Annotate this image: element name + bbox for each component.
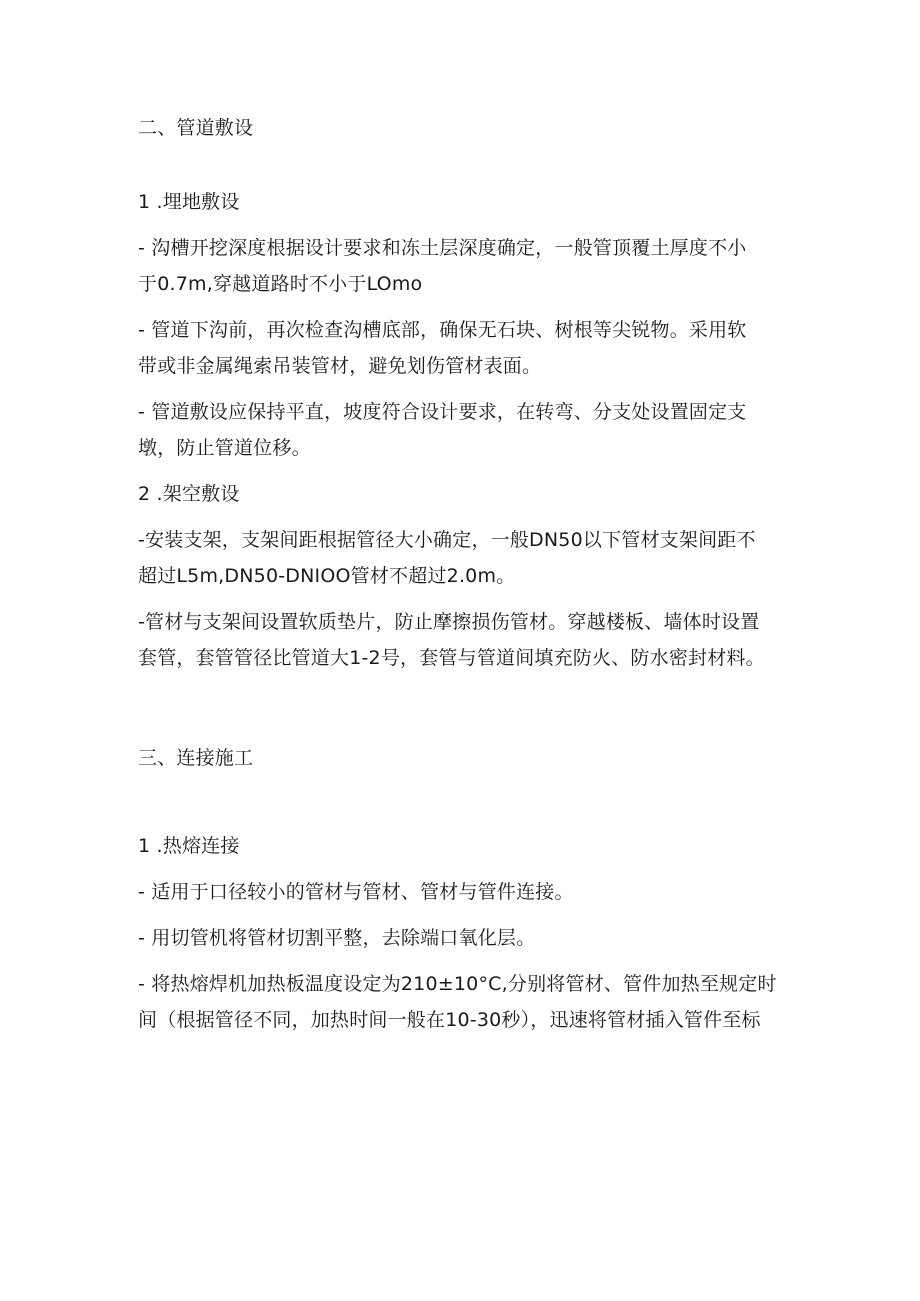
paragraph-line: 于0.7m,穿越道路时不小于LOmo xyxy=(138,273,423,295)
paragraph-line: - 用切管机将管材切割平整，去除端口氧化层。 xyxy=(138,927,536,949)
paragraph-line: - 将热熔焊机加热板温度设定为210±10°C,分别将管材、管件加热至规定时 xyxy=(138,973,777,995)
paragraph-line: - 沟槽开挖深度根据设计要求和冻土层深度确定，一般管顶覆土厚度不小 xyxy=(138,237,747,259)
paragraph-line: - 管道敷设应保持平直，坡度符合设计要求，在转弯、分支处设置固定支 xyxy=(138,401,747,423)
paragraph xyxy=(138,920,788,956)
subsection-heading: 1 .热熔连接 xyxy=(138,835,240,857)
paragraph-line: 套管，套管管径比管道大1-2号，套管与管道间填充防火、防水密封材料。 xyxy=(138,647,765,669)
paragraph-line: 间（根据管径不同，加热时间一般在10-30秒），迅速将管材插入管件至标 xyxy=(138,1009,761,1031)
document-body xyxy=(138,110,788,1038)
paragraph-line: - 管道下沟前，再次检查沟槽底部，确保无石块、树根等尖锐物。采用软 xyxy=(138,319,747,341)
section-heading: 二、管道敷设 xyxy=(138,117,254,139)
subsection-heading: 1 .埋地敷设 xyxy=(138,191,240,213)
paragraph xyxy=(138,966,788,1038)
paragraph-line: - 适用于口径较小的管材与管材、管材与管件连接。 xyxy=(138,881,574,903)
paragraph-line: 墩，防止管道位移。 xyxy=(138,437,311,459)
paragraph xyxy=(138,874,788,910)
paragraph xyxy=(138,522,788,594)
paragraph-line: 超过L5m,DN50-DNIOO管材不超过2.0m。 xyxy=(138,565,516,587)
paragraph-line: -管材与支架间设置软质垫片，防止摩擦损伤管材。穿越楼板、墙体时设置 xyxy=(138,611,760,633)
paragraph-line: -安装支架，支架间距根据管径大小确定，一般DN50以下管材支架间距不 xyxy=(138,529,756,551)
paragraph-line: 带或非金属绳索吊装管材，避免划伤管材表面。 xyxy=(138,355,542,377)
paragraph xyxy=(138,604,788,676)
subsection-heading: 2 .架空敷设 xyxy=(138,483,240,505)
paragraph xyxy=(138,394,788,466)
section-heading: 三、连接施工 xyxy=(138,747,254,769)
paragraph xyxy=(138,230,788,302)
paragraph xyxy=(138,312,788,384)
